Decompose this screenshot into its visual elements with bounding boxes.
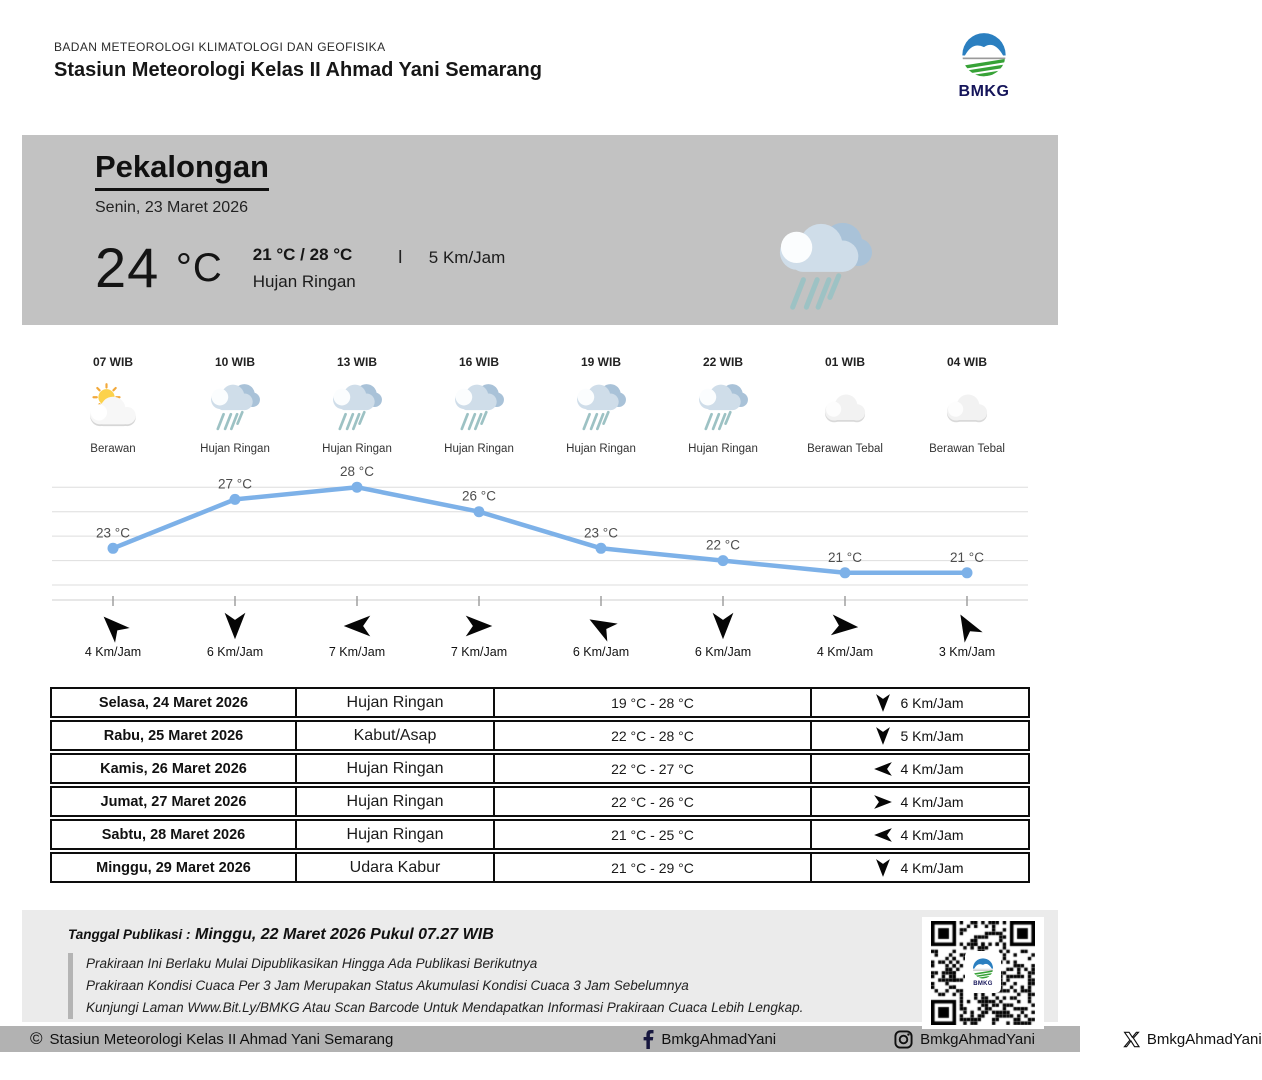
wind-item [296,609,418,659]
hourly-condition: Berawan Tebal [807,443,883,455]
table-condition: Hujan Ringan [295,821,493,848]
copyright-text: Stasiun Meteorologi Kelas II Ahmad Yani Semarang [49,1030,394,1048]
wind-direction-arrow [872,725,894,747]
wind-direction-arrow [578,603,624,649]
table-day: Kamis, 26 Maret 2026 [100,760,247,777]
weather-icon [662,381,784,433]
current-temp-unit: °C [175,246,223,290]
svg-text:27 °C: 27 °C [218,476,252,492]
table-wind [810,821,1024,848]
qr-code-pattern [931,921,1035,1025]
table-day: Sabtu, 28 Maret 2026 [101,826,246,843]
hourly-time: 16 WIB [458,355,499,369]
table-day: Selasa, 24 Maret 2026 [98,694,249,711]
forecast-date: Senin, 23 Maret 2026 [95,199,248,216]
hourly-condition: Berawan Tebal [929,443,1005,455]
table-wind [810,854,1024,881]
x-icon [1123,1031,1140,1048]
table-temp-range: 22 °C - 27 °C [493,755,810,782]
table-row [50,786,1030,817]
weather-icon [540,381,662,433]
temperature-line-chart [52,459,1028,609]
publication-label: Tanggal Publikasi : [68,927,191,942]
current-weather-icon [764,217,886,315]
wind-speed: 7 Km/Jam [450,645,508,659]
table-condition: Kabut/Asap [295,722,493,749]
svg-text:28 °C: 28 °C [340,464,374,480]
hourly-time: 07 WIB [92,355,133,369]
current-conditions-banner [22,135,1058,325]
facebook-icon [643,1030,654,1049]
table-condition: Hujan Ringan [295,689,493,716]
current-temp-row [95,236,1058,299]
weather-icon [52,381,174,433]
table-row [50,720,1030,751]
weather-icon [418,381,540,433]
publication-notes [68,953,1058,1019]
weather-icon [174,381,296,433]
weather-icon [296,381,418,433]
publication-value: Minggu, 22 Maret 2026 Pukul 07.27 WIB [194,926,494,943]
wind-item [174,609,296,659]
table-temp-range: 22 °C - 28 °C [493,722,810,749]
wind-speed: 4 Km/Jam [816,645,874,659]
hourly-forecast [52,355,1028,455]
qr-code[interactable] [922,917,1044,1029]
note-line: Prakiraan Ini Berlaku Mulai Dipublikasikan Hingga Ada Publikasi Berikutnya [86,956,538,971]
hourly-wind-row [52,609,1028,659]
instagram-handle[interactable] [894,1030,1035,1049]
table-row [50,852,1030,883]
table-row [50,753,1030,784]
current-temperature [95,236,223,299]
facebook-handle[interactable] [643,1030,776,1049]
table-temp-range: 21 °C - 29 °C [493,854,810,881]
table-day: Minggu, 29 Maret 2026 [96,859,251,876]
wind-direction-indicator: I [397,247,403,267]
table-day: Rabu, 25 Maret 2026 [103,727,244,744]
svg-text:21 °C: 21 °C [828,549,862,565]
table-wind [810,689,1024,716]
temp-detail-block [253,241,356,292]
hourly-item [540,355,662,455]
hourly-time: 22 WIB [702,355,743,369]
wind-item [662,609,784,659]
weather-icon [784,381,906,433]
table-row [50,687,1030,718]
current-temp-value: 24 [95,236,160,299]
wind-speed: 4 Km/Jam [900,793,964,810]
table-condition: Udara Kabur [295,854,493,881]
hourly-condition: Hujan Ringan [566,443,636,455]
facebook-handle-text: BmkgAhmadYani [661,1030,777,1048]
hourly-time: 10 WIB [214,355,255,369]
current-wind [398,241,506,268]
city-name: Pekalongan [95,149,269,191]
wind-speed: 4 Km/Jam [900,859,964,876]
hourly-item [296,355,418,455]
wind-direction-arrow [706,609,740,643]
hourly-item [52,355,174,455]
station-name: Stasiun Meteorologi Kelas II Ahmad Yani Semarang [54,59,542,81]
note-line: Prakiraan Kondisi Cuaca Per 3 Jam Merupakan Status Akumulasi Kondisi Cuaca 3 Jam Sebelumnya [86,978,689,993]
x-handle-text: BmkgAhmadYani [1146,1030,1262,1048]
hourly-time: 01 WIB [824,355,865,369]
wind-direction-arrow [944,603,990,649]
temp-min-max: 21 °C / 28 °C [252,245,353,264]
wind-speed: 4 Km/Jam [900,826,964,843]
current-condition: Hujan Ringan [252,272,356,291]
instagram-handle-text: BmkgAhmadYani [920,1030,1035,1048]
wind-direction-arrow [872,692,894,714]
hourly-item [662,355,784,455]
table-row [50,819,1030,850]
svg-text:23 °C: 23 °C [584,525,618,541]
wind-item [418,609,540,659]
hourly-time: 19 WIB [580,355,621,369]
wind-direction-arrow [872,824,894,846]
publication-line [68,926,1058,944]
bmkg-logo-icon [956,30,1012,82]
wind-speed: 4 Km/Jam [84,645,142,659]
wind-speed: 7 Km/Jam [328,645,386,659]
table-temp-range: 21 °C - 25 °C [493,821,810,848]
hourly-item [174,355,296,455]
current-wind-speed: 5 Km/Jam [428,247,506,267]
qr-center-logo [965,951,1001,993]
wind-item [52,609,174,659]
bmkg-logo-label: BMKG [973,981,993,987]
wind-item [784,609,906,659]
table-condition: Hujan Ringan [295,755,493,782]
wind-speed: 6 Km/Jam [572,645,630,659]
x-handle[interactable] [1123,1031,1262,1048]
table-wind [810,722,1024,749]
wind-item [540,609,662,659]
wind-speed: 6 Km/Jam [206,645,264,659]
bmkg-logo [956,30,1012,101]
agency-name: BADAN METEOROLOGI KLIMATOLOGI DAN GEOFISIKA [54,40,386,54]
hourly-condition: Hujan Ringan [200,443,270,455]
table-temp-range: 22 °C - 26 °C [493,788,810,815]
table-wind [810,755,1024,782]
bmkg-logo-label: BMKG [958,83,1010,100]
temperature-chart [52,459,1028,609]
hourly-item [906,355,1028,455]
weekly-forecast-table [50,687,1030,883]
wind-direction-arrow [340,609,374,643]
table-temp-range: 19 °C - 28 °C [493,689,810,716]
header-titles [54,40,542,82]
hourly-condition: Hujan Ringan [322,443,392,455]
wind-direction-arrow [89,602,137,650]
hourly-condition: Hujan Ringan [444,443,514,455]
wind-item [906,609,1028,659]
wind-speed: 5 Km/Jam [900,727,964,744]
bottom-bar [0,1026,1262,1052]
copyright [30,1029,393,1049]
wind-speed: 6 Km/Jam [900,694,964,711]
weather-icon [906,381,1028,433]
wind-direction-arrow [872,857,894,879]
hourly-condition: Hujan Ringan [688,443,758,455]
instagram-icon [894,1030,913,1049]
svg-text:26 °C: 26 °C [462,488,496,504]
svg-text:22 °C: 22 °C [706,537,740,553]
hourly-item [784,355,906,455]
copyright-icon: © [30,1029,43,1048]
bmkg-logo-icon [970,957,996,981]
table-wind [810,788,1024,815]
wind-direction-arrow [462,609,496,643]
wind-direction-arrow [218,609,252,643]
header [0,0,1080,133]
hourly-condition: Berawan [90,443,136,455]
hourly-time: 04 WIB [946,355,987,369]
note-line: Kunjungi Laman Www.Bit.Ly/BMKG Atau Scan Barcode Untuk Mendapatkan Informasi Prakiraan Cuaca Lebih Lengkap. [86,1000,804,1015]
publication-info-box [22,910,1058,1022]
wind-direction-arrow [872,758,894,780]
table-condition: Hujan Ringan [295,788,493,815]
wind-speed: 6 Km/Jam [694,645,752,659]
hourly-item [418,355,540,455]
svg-text:23 °C: 23 °C [96,525,130,541]
hourly-time: 13 WIB [336,355,377,369]
wind-direction-arrow [872,791,894,813]
wind-speed: 3 Km/Jam [938,645,996,659]
svg-text:21 °C: 21 °C [950,549,984,565]
table-day: Jumat, 27 Maret 2026 [100,793,247,810]
wind-direction-arrow [827,608,864,645]
wind-speed: 4 Km/Jam [900,760,964,777]
